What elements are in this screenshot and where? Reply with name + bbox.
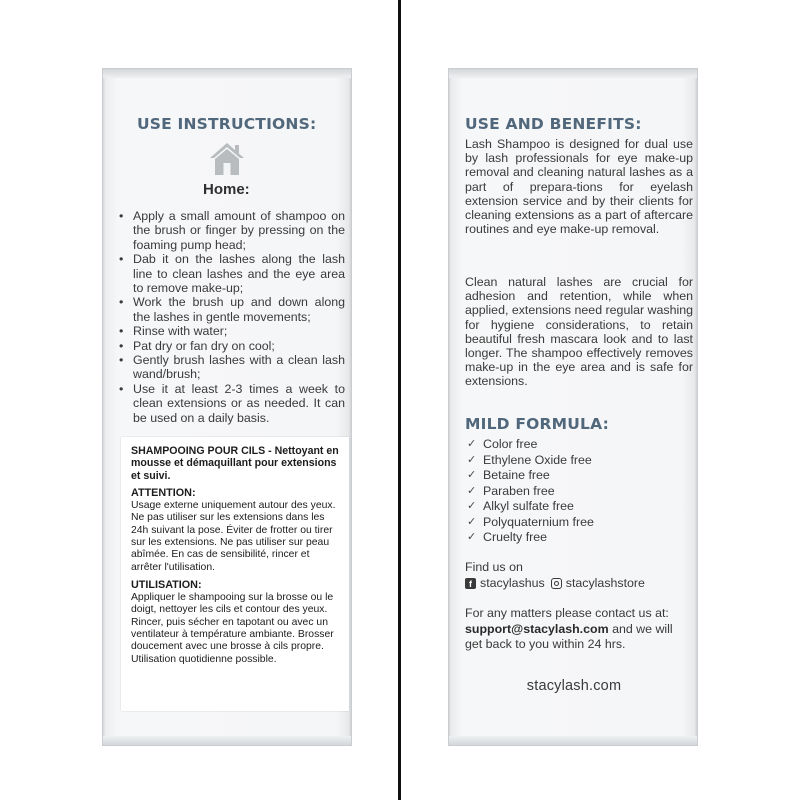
- formula-item-label: Cruelty free: [483, 530, 548, 544]
- website-url: stacylash.com: [526, 678, 622, 694]
- contact-prefix: For any matters please contact us at:: [465, 606, 669, 620]
- box-side-right: [448, 68, 698, 746]
- formula-item-label: Color free: [483, 437, 538, 451]
- check-icon: ✓: [467, 438, 477, 450]
- list-item: • Dab it on the lashes along the lash line to clean lashes and the eye area to remove make-up;: [117, 252, 345, 295]
- contact-text: [465, 606, 693, 653]
- check-icon: ✓: [467, 484, 477, 497]
- utilisation-text: Appliquer le shampooing sur la brosse ou le doigt, nettoyer les cils et contour des yeux. Rincer, puis sécher en tapotant ou avec un ventilateur à température ambiante. Brosser doucement avec une brosse à cils propre. Utilisation quotidienne possible.: [131, 591, 334, 665]
- check-icon: ✓: [467, 531, 477, 543]
- formula-item-label: Polyquaternium free: [483, 514, 594, 529]
- list-item: [467, 453, 594, 469]
- utilisation-heading: UTILISATION:: [131, 579, 202, 592]
- label-title: SHAMPOOING POUR CILS - Nettoyant en mousse et démaquillant pour extensions et suivi.: [131, 445, 339, 482]
- formula-list: [467, 437, 594, 546]
- center-divider: [398, 0, 401, 800]
- list-item: • Work the brush up and down along the lashes in gentle movements;: [117, 295, 345, 324]
- formula-item-label: Alkyl sulfate free: [483, 499, 574, 513]
- social-handles: [465, 576, 645, 590]
- house-icon: [209, 142, 245, 176]
- contact-email: support@stacylash.com: [465, 621, 609, 636]
- attention-heading: ATTENTION:: [131, 487, 196, 500]
- instructions-list: [117, 209, 345, 425]
- list-item: [467, 530, 594, 546]
- list-item: • Use it at least 2-3 times a week to clean extensions or as needed. It can be used on a daily basis.: [117, 382, 345, 425]
- check-icon: ✓: [467, 515, 477, 528]
- instagram-handle: stacylashstore: [565, 576, 645, 590]
- benefits-paragraph: Clean natural lashes are crucial for adhesion and retention, while when applied, extensions need regular washing for hygiene considerations, to retain beautiful fresh mascara look and to last longer. The shampoo effectively removes make-up in the eye area and is safe for extensions.: [465, 275, 694, 389]
- formula-item-label: Ethylene Oxide free: [483, 452, 592, 467]
- attention-text: Usage externe uniquement autour des yeux. Ne pas utiliser sur les extensions dans les 24h suivant la pose. Éviter de frotter ou tirer sur les extensions. Ne pas utiliser sur peau abîmée. En cas de sensibilité, rincer et arrêter l'utilisation.: [131, 499, 336, 573]
- list-item: [467, 468, 594, 484]
- instagram-icon: [551, 578, 562, 589]
- box-side-left: [102, 68, 352, 746]
- use-instructions-heading: USE INSTRUCTIONS:: [137, 115, 317, 133]
- french-label: [121, 437, 349, 711]
- home-title: Home:: [203, 181, 250, 198]
- benefits-paragraph: Lash Shampoo is designed for dual use by lash professionals for eye make-up removal and cleaning natural lashes as a part of prepara-tions for eyelash extension service and by their clients for cleaning extensions as a part of aftercare routines and eye make-up removal.: [465, 137, 693, 237]
- list-item: [467, 515, 594, 531]
- check-icon: ✓: [467, 453, 477, 466]
- list-item: [467, 437, 594, 453]
- facebook-icon: f: [465, 578, 476, 589]
- list-item: • Pat dry or fan dry on cool;: [117, 339, 345, 353]
- mild-formula-heading: MILD FORMULA:: [465, 415, 609, 433]
- list-item: [467, 484, 594, 500]
- formula-item-label: Paraben free: [483, 483, 555, 498]
- list-item: • Rinse with water;: [117, 324, 345, 338]
- list-item: • Apply a small amount of shampoo on the brush or finger by pressing on the foaming pump head;: [117, 209, 345, 252]
- check-icon: ✓: [467, 469, 477, 481]
- list-item: • Gently brush lashes with a clean lash wand/brush;: [117, 353, 345, 382]
- use-benefits-heading: USE AND BENEFITS:: [465, 115, 642, 133]
- contact-suffix: and we will get back to you within 24 hrs.: [465, 621, 673, 651]
- check-icon: ✓: [467, 500, 477, 512]
- facebook-handle: stacylashus: [480, 576, 545, 590]
- find-us-text: Find us on: [465, 560, 523, 574]
- formula-item-label: Betaine free: [483, 468, 550, 482]
- list-item: [467, 499, 594, 515]
